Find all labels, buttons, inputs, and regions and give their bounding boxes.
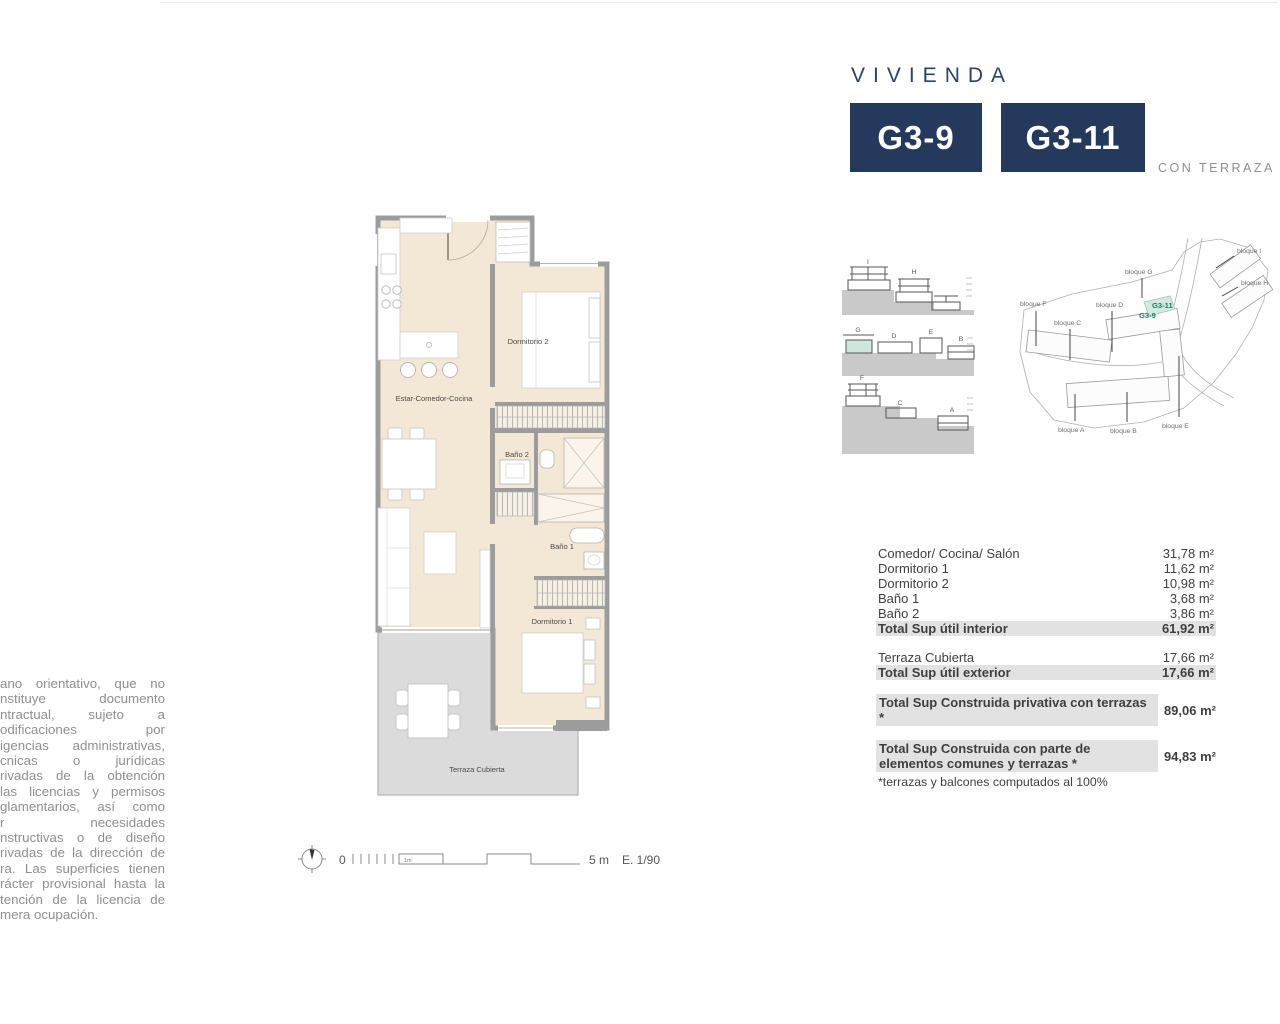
row-value: 94,83 m² [1163,748,1216,764]
table-row [876,650,1216,665]
disclaimer-line: cnicas o jurídicas [0,753,165,769]
disclaimer-line: rivadas de la dirección de [0,845,165,861]
page-title: VIVIENDA [851,64,1014,87]
site-label-g3-11: G3-11 [1152,301,1173,310]
entry-closet [496,222,530,262]
table-row [876,591,1216,606]
room-label-bath1: Baño 1 [550,542,574,551]
elevation-label-g: G [855,327,861,334]
site-label-bloque-a: bloque A [1058,427,1085,434]
row-label: Comedor/ Cocina/ Salón [878,546,1020,561]
row-label: Total Sup Construida con parte de elementos comunes y terrazas * [876,740,1158,772]
row-value: 17,66 m² [1162,650,1214,665]
elevation-row-ih [842,259,974,315]
site-label-bloque-d: bloque D [1096,302,1124,309]
disclaimer-line: rivadas de la obtención [0,768,165,784]
row-value: 31,78 m² [1162,546,1214,561]
row-label: Terraza Cubierta [878,650,975,665]
unit-badge-g3-11 [1001,103,1145,172]
disclaimer-line: odificaciones por [0,722,165,738]
floor-plan [370,212,610,802]
scale-ticks [353,854,393,864]
site-label-bloque-i: bloque I [1237,248,1262,255]
elevation-label-d: D [891,333,897,340]
site-label-bloque-f: bloque F [1020,301,1047,308]
wall-stub [556,720,607,731]
row-value: 10,98 m² [1162,576,1214,591]
disclaimer-line: ano orientativo, que no [0,676,165,691]
scale-segment-label: 1m [404,858,412,864]
unit-badge-g3-11-label: G3-11 [1025,118,1121,156]
table-row [876,576,1216,591]
room-label-bedroom1: Dormitorio 1 [531,617,573,626]
scale-ratio-label: E. 1/90 [622,853,661,867]
disclaimer-line: rácter provisional hasta la [0,876,165,892]
elevation-label-e: E [928,329,934,336]
elevation-label-a: A [949,407,955,414]
area-table [876,546,1216,789]
table-row-total-comunes [876,740,1216,772]
subtitle-con-terraza: CON TERRAZA [1158,161,1275,175]
site-label-bloque-e: bloque E [1162,423,1189,430]
row-label: Baño 1 [878,591,920,606]
row-label: Baño 2 [878,606,920,621]
scale-bar-steps [399,854,580,864]
elevation-label-c: C [897,400,903,407]
row-label: Total Sup útil interior [878,621,1008,636]
table-row [876,561,1216,576]
north-arrow-icon [298,845,326,873]
disclaimer-line: ntractual, sujeto a [0,706,165,722]
block-elevations [838,258,978,468]
row-value: 89,06 m² [1163,702,1216,718]
table-row-total-exterior [876,665,1216,680]
dining-table [382,428,436,500]
disclaimer-line: nstructivas o de diseño [0,830,165,846]
row-value: 11,62 m² [1163,561,1214,576]
elevation-row-gdeb [842,327,974,376]
table-row-total-interior [876,621,1216,636]
unit-badge-g3-9-label: G3-9 [877,118,955,156]
elevation-row-fca [842,375,974,454]
table-row [876,546,1216,561]
disclaimer-line: glamentarios, así como [0,799,165,815]
page-top-divider [160,2,1278,3]
row-value: 17,66 m² [1161,665,1214,680]
row-label: Dormitorio 1 [878,561,949,576]
table-footnote: *terrazas y balcones computados al 100% [878,775,1108,789]
site-plan [1012,232,1278,447]
room-label-bedroom2: Dormitorio 2 [507,337,549,346]
scale-bar [295,840,675,880]
table-row-total-privativa [876,694,1216,726]
unit-badge-g3-9 [850,103,982,172]
table-row [876,606,1216,621]
disclaimer-line: mera ocupación. [0,907,99,923]
site-label-bloque-h: bloque H [1241,280,1269,287]
sofa [378,508,410,626]
disclaimer-line: igencias administrativas, [0,737,165,753]
row-label: Dormitorio 2 [878,576,949,591]
row-value: 3,68 m² [1169,591,1214,606]
room-label-terrace: Terraza Cubierta [449,765,505,774]
coffee-table [424,532,456,574]
disclaimer-text [0,676,165,923]
site-label-bloque-b: bloque B [1110,428,1137,435]
kitchen-island [400,332,458,378]
disclaimer-line: r necesidades [0,814,165,830]
row-label: Total Sup útil exterior [878,665,1011,680]
room-label-bath2: Baño 2 [505,450,529,459]
disclaimer-line: las licencias y permisos [0,783,165,799]
site-label-bloque-c: bloque C [1054,320,1082,327]
tv-console [480,550,490,628]
disclaimer-line: ra. Las superficies tienen [0,860,165,876]
row-value: 61,92 m² [1161,621,1214,636]
elevation-label-h: H [911,269,917,276]
scale-zero-label: 0 [339,853,346,867]
disclaimer-line: tención de la licencia de [0,891,165,907]
row-value: 3,86 m² [1169,606,1214,621]
scale-end-label: 5 m [589,853,610,867]
site-label-bloque-g: bloque G [1125,269,1153,276]
room-label-living: Estar-Comedor-Cocina [395,394,473,403]
elevation-label-b: B [958,336,964,343]
row-label: Total Sup Construida privativa con terrazas * [876,694,1158,726]
disclaimer-line: nstituye documento [0,691,165,707]
elevation-label-f: F [859,375,865,382]
elevation-label-i: I [867,259,869,266]
site-label-g3-9: G3-9 [1139,311,1156,320]
